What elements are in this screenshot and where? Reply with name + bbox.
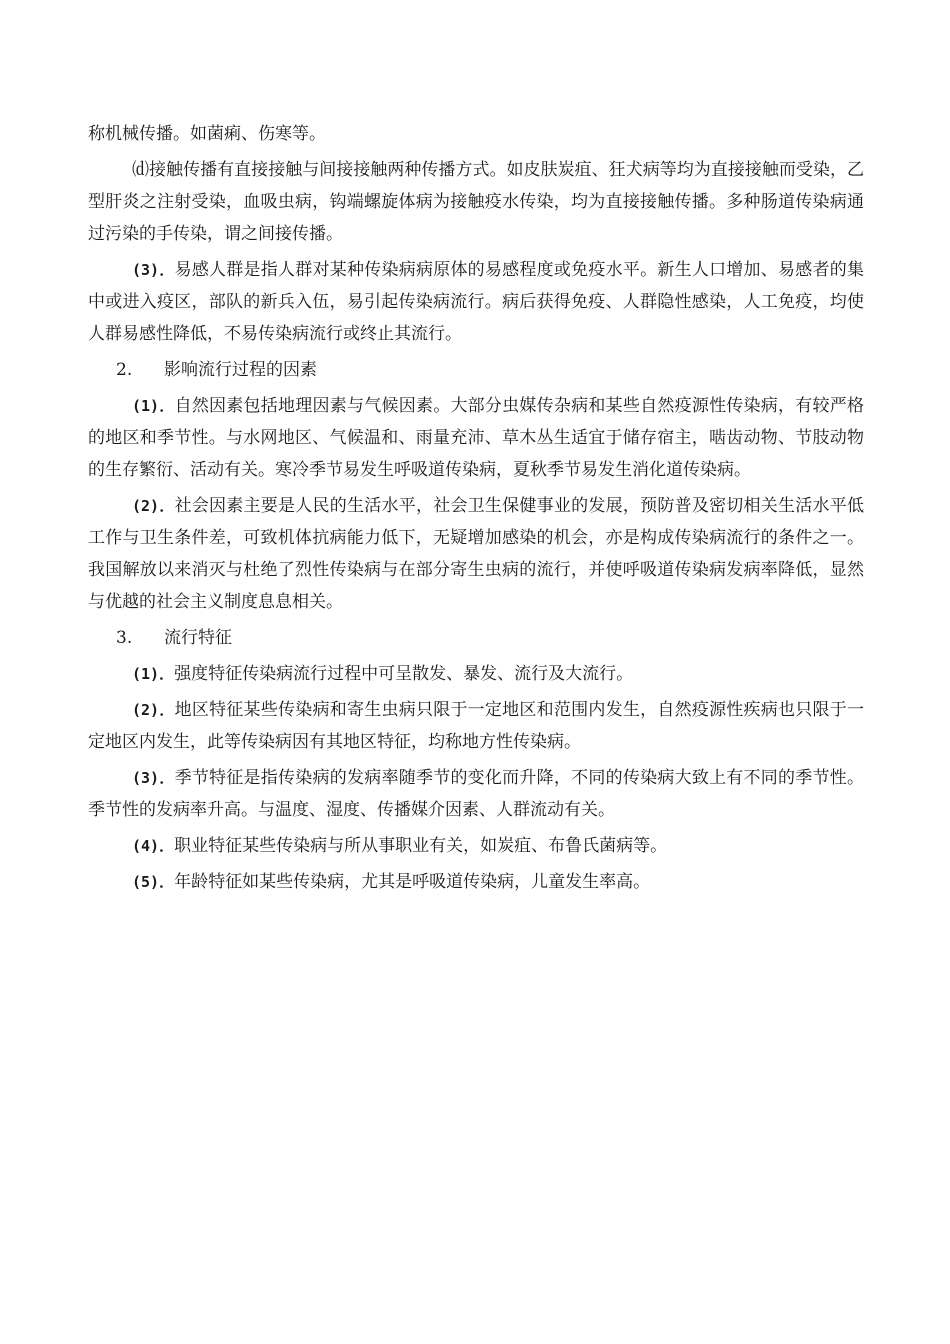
paragraph-text: 年龄特征如某些传染病，尤其是呼吸道传染病，儿童发生率高。 [174, 872, 651, 892]
paragraph-text: 强度特征传染病流行过程中可呈散发、暴发、流行及大流行。 [174, 664, 634, 684]
paragraph-label: (2)． [132, 701, 175, 719]
document-body [88, 118, 864, 902]
section-number: 2. [116, 360, 133, 380]
paragraph-mechanical-transmission [88, 118, 864, 150]
paragraph-label: (1)． [132, 665, 175, 683]
paragraph-text: 地区特征某些传染病和寄生虫病只限于一定地区和范围内发生，自然疫源性疾病也只限于一定地区内发生，此等传染病因有其地区特征，均称地方性传染病。 [88, 700, 864, 752]
paragraph-text: 称机械传播。如菌痢、伤寒等。 [88, 124, 326, 144]
paragraph-label: (3)． [132, 261, 175, 279]
paragraph-seasonal-feature [88, 762, 864, 826]
section-heading-2 [88, 354, 864, 386]
paragraph-label: ⒟ [132, 160, 150, 180]
paragraph-intensity-feature [88, 658, 864, 690]
paragraph-text: 易感人群是指人群对某种传染病病原体的易感程度或免疫水平。新生人口增加、易感者的集中或进入疫区，部队的新兵入伍，易引起传染病流行。病后获得免疫、人群隐性感染，人工免疫，均使人群易感性降低，不易传染病流行或终止其流行。 [88, 260, 864, 344]
paragraph-text: 季节特征是指传染病的发病率随季节的变化而升降，不同的传染病大致上有不同的季节性。季节性的发病率升高。与温度、湿度、传播媒介因素、人群流动有关。 [88, 768, 864, 820]
paragraph-susceptible-population [88, 254, 864, 350]
section-heading-3 [88, 622, 864, 654]
paragraph-label: (1)． [132, 397, 175, 415]
paragraph-text: 职业特征某些传染病与所从事职业有关，如炭疽、布鲁氏菌病等。 [174, 836, 668, 856]
paragraph-contact-transmission [88, 154, 864, 250]
paragraph-text: 社会因素主要是人民的生活水平，社会卫生保健事业的发展，预防普及密切相关生活水平低工作与卫生条件差，可致机体抗病能力低下，无疑增加感染的机会，亦是构成传染病流行的条件之一。我国解放以来消灭与杜绝了烈性传染病与在部分寄生虫病的流行，并使呼吸道传染病发病率降低，显然与优越的社会主义制度息息相关。 [88, 496, 864, 612]
section-title: 流行特征 [164, 628, 232, 648]
paragraph-natural-factors [88, 390, 864, 486]
paragraph-text: 接触传播有直接接触与间接接触两种传播方式。如皮肤炭疽、狂犬病等均为直接接触而受染，乙型肝炎之注射受染，血吸虫病，钩端螺旋体病为接触疫水传染，均为直接接触传播。多种肠道传染病通过污染的手传染，谓之间接传播。 [88, 160, 865, 244]
paragraph-regional-feature [88, 694, 864, 758]
paragraph-social-factors [88, 490, 864, 618]
section-title: 影响流行过程的因素 [164, 360, 317, 380]
paragraph-label: (2)． [132, 497, 175, 515]
paragraph-label: (5)． [132, 873, 175, 891]
section-number: 3. [116, 628, 133, 648]
paragraph-label: (3)． [132, 769, 175, 787]
paragraph-occupational-feature [88, 830, 864, 862]
paragraph-age-feature [88, 866, 864, 898]
paragraph-label: (4)． [132, 837, 175, 855]
paragraph-text: 自然因素包括地理因素与气候因素。大部分虫媒传杂病和某些自然疫源性传染病，有较严格的地区和季节性。与水网地区、气候温和、雨量充沛、草木丛生适宜于储存宿主，啮齿动物、节肢动物的生存繁衍、活动有关。寒冷季节易发生呼吸道传染病，夏秋季节易发生消化道传染病。 [88, 396, 864, 480]
